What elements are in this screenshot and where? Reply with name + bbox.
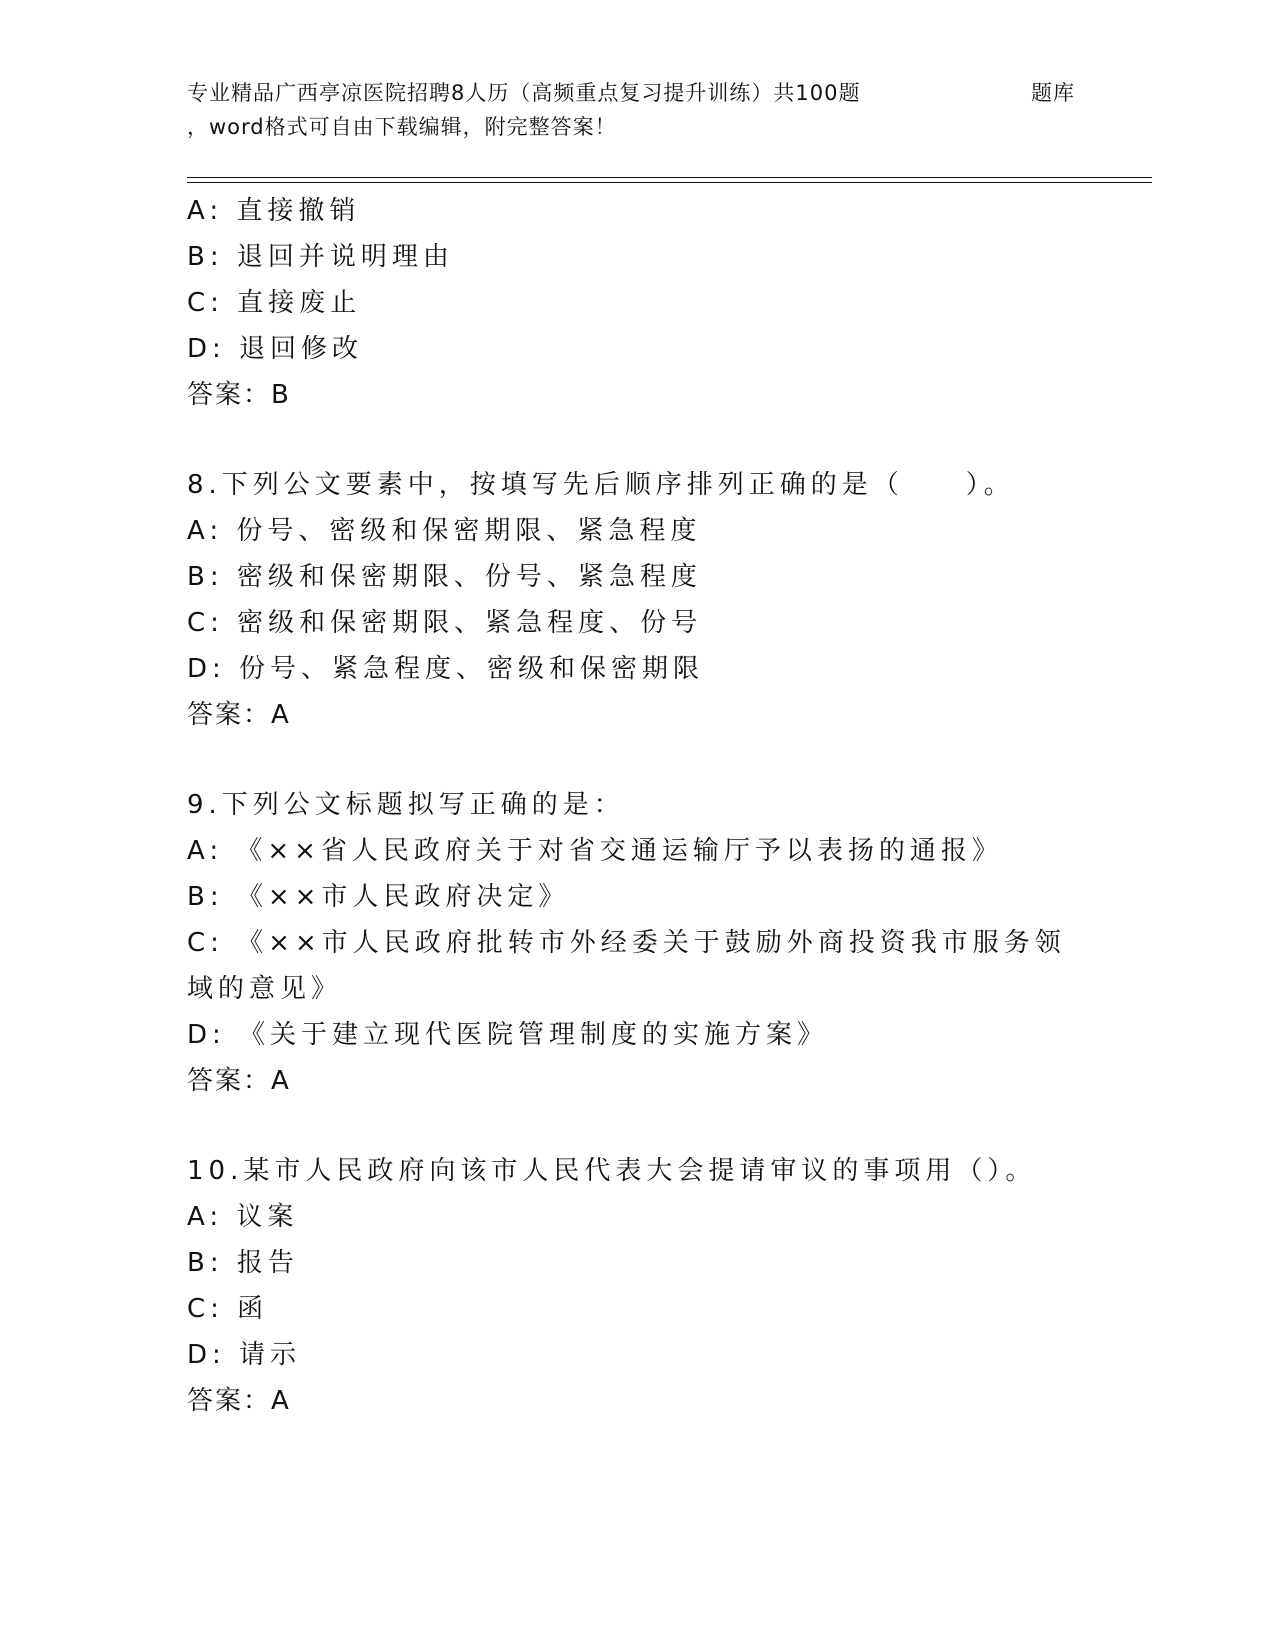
option-d: D: 《关于建立现代医院管理制度的实施方案》: [187, 1020, 829, 1050]
option-c: C: 《××市人民政府批转市外经委关于鼓励外商投资我市服务领域的意见》: [187, 928, 1066, 1004]
option-a: A: 份号、密级和保密期限、紧急程度: [187, 516, 702, 546]
document-title-line-1: 专业精品广西亭凉医院招聘8人历（高频重点复习提升训练）共100题: [187, 81, 861, 105]
answer-text: 答案：B: [187, 380, 291, 410]
spacer: [187, 738, 1087, 782]
option-c: C: 函: [187, 1294, 269, 1324]
question-stem: 8.下列公文要素中，按填写先后顺序排列正确的是（ ）。: [187, 470, 1015, 500]
option-b: B: 《××市人民政府决定》: [187, 882, 570, 912]
question-list: [187, 188, 1087, 1424]
answer-text: 答案：A: [187, 1066, 291, 1096]
option-a: A: 《××省人民政府关于对省交通运输厅予以表扬的通报》: [187, 836, 1003, 866]
question-stem: 10.某市人民政府向该市人民代表大会提请审议的事项用（）。: [187, 1156, 1037, 1186]
page-header: [187, 70, 1152, 150]
question-stem: 9.下列公文标题拟写正确的是：: [187, 790, 625, 820]
answer-text: 答案：A: [187, 1386, 291, 1416]
option-a: A: 议案: [187, 1202, 299, 1232]
question-8: [187, 462, 1087, 738]
option-b: B: 密级和保密期限、份号、紧急程度: [187, 562, 702, 592]
document-title-line-2: ，word格式可自由下载编辑，附完整答案！: [187, 115, 617, 139]
header-divider-bottom: [187, 182, 1152, 183]
option-b: B: 退回并说明理由: [187, 242, 454, 272]
option-b: B: 报告: [187, 1248, 299, 1278]
spacer: [187, 1104, 1087, 1148]
answer-text: 答案：A: [187, 700, 291, 730]
option-c: C: 直接废止: [187, 288, 362, 318]
document-title: [187, 76, 860, 144]
option-a: A: 直接撤销: [187, 196, 361, 226]
spacer: [187, 418, 1087, 462]
header-divider-top: [187, 177, 1152, 178]
header-tag: 题库: [1031, 81, 1075, 105]
question-9: [187, 782, 1087, 1104]
option-d: D: 请示: [187, 1340, 302, 1370]
option-d: D: 退回修改: [187, 334, 364, 364]
question-10: [187, 1148, 1087, 1424]
option-c: C: 密级和保密期限、紧急程度、份号: [187, 608, 703, 638]
question-7: [187, 188, 1087, 418]
option-d: D: 份号、紧急程度、密级和保密期限: [187, 654, 705, 684]
